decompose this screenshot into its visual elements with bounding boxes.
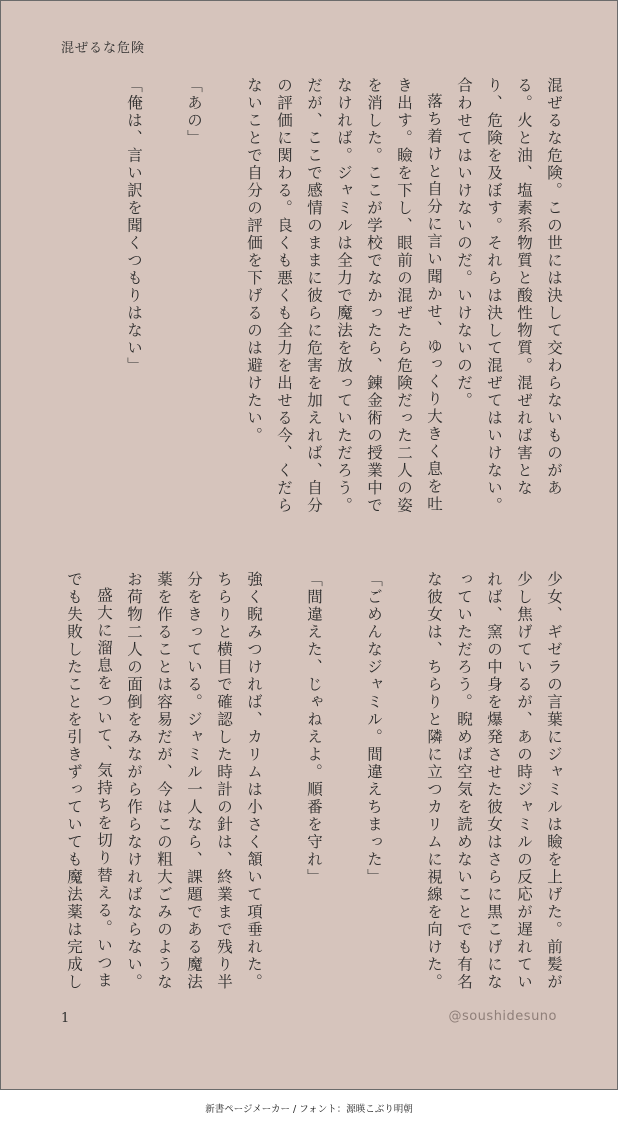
blank-line [149, 77, 179, 517]
blank-line [389, 571, 419, 991]
paragraph: 落ち着けと自分に言い聞かせ、ゆっくり大きく息を吐き出す。瞼を下し、眼前の混ぜたら危険だった二人の姿を消した。ここが学校でなかったら、錬金術の授業中でなければ。ジャミルは全力で魔法を放っていただろう。だが、ここで感情のままに彼らに危害を加えれば、自分の評価に関わる。良くも悪くも全力を出せる今、くだらないことで自分の評価を下げるのは避けたい。 [245, 77, 443, 515]
page-title: 混ぜるな危険 [61, 41, 146, 56]
paragraph: 盛大に溜息をついて、気持ちを切り替える。いつまでも失敗したことを引きずっていても魔法薬は完成し [65, 571, 113, 991]
lower-text-block [59, 571, 569, 991]
dialogue-line: 「間違えた、じゃねえよ。順番を守れ」 [305, 571, 323, 886]
paragraph: 少女、ギゼラの言葉にジャミルは瞼を上げた。前髪が少し焦げているが、あの時ジャミルの反応が遅れていれば、窯の中身を爆発させた彼女はさらに黒こげになっていただろう。睨めば空気を読めないことでも有名な彼女は、ちらりと隣に立つカリムに視線を向けた。 [425, 571, 563, 991]
blank-line [269, 571, 299, 991]
author-handle: @soushidesuno [448, 1009, 557, 1024]
upper-text-block [119, 77, 569, 517]
blank-line [209, 77, 239, 517]
paragraph: 混ぜるな危険。この世には決して交わらないものがある。火と油、塩素系物質と酸性物質。混ぜれば害となり、危険を及ぼす。それらは決して混ぜてはいけない。合わせてはいけないのだ。いけないのだ。 [455, 77, 563, 515]
credit-line: 新書ページメーカー / フォント：源暎こぶり明朝 [205, 1104, 413, 1115]
dialogue-line: 「俺は、言い訳を聞くつもりはない」 [125, 77, 143, 375]
page-number: 1 [61, 1011, 70, 1026]
paragraph: 強く睨みつければ、カリムは小さく頷いて項垂れた。ちらりと横目で確認した時計の針は、終業まで残り半分をきっている。ジャミル一人なら、課題である魔法薬を作ることは容易だが、今はこの粗大ごみのようなお荷物二人の面倒をみながら作らなければならない。 [125, 571, 263, 991]
dialogue-line: 「あの」 [185, 77, 203, 147]
dialogue-line: 「ごめんなジャミル。間違えちまった」 [365, 571, 383, 886]
blank-line [329, 571, 359, 991]
